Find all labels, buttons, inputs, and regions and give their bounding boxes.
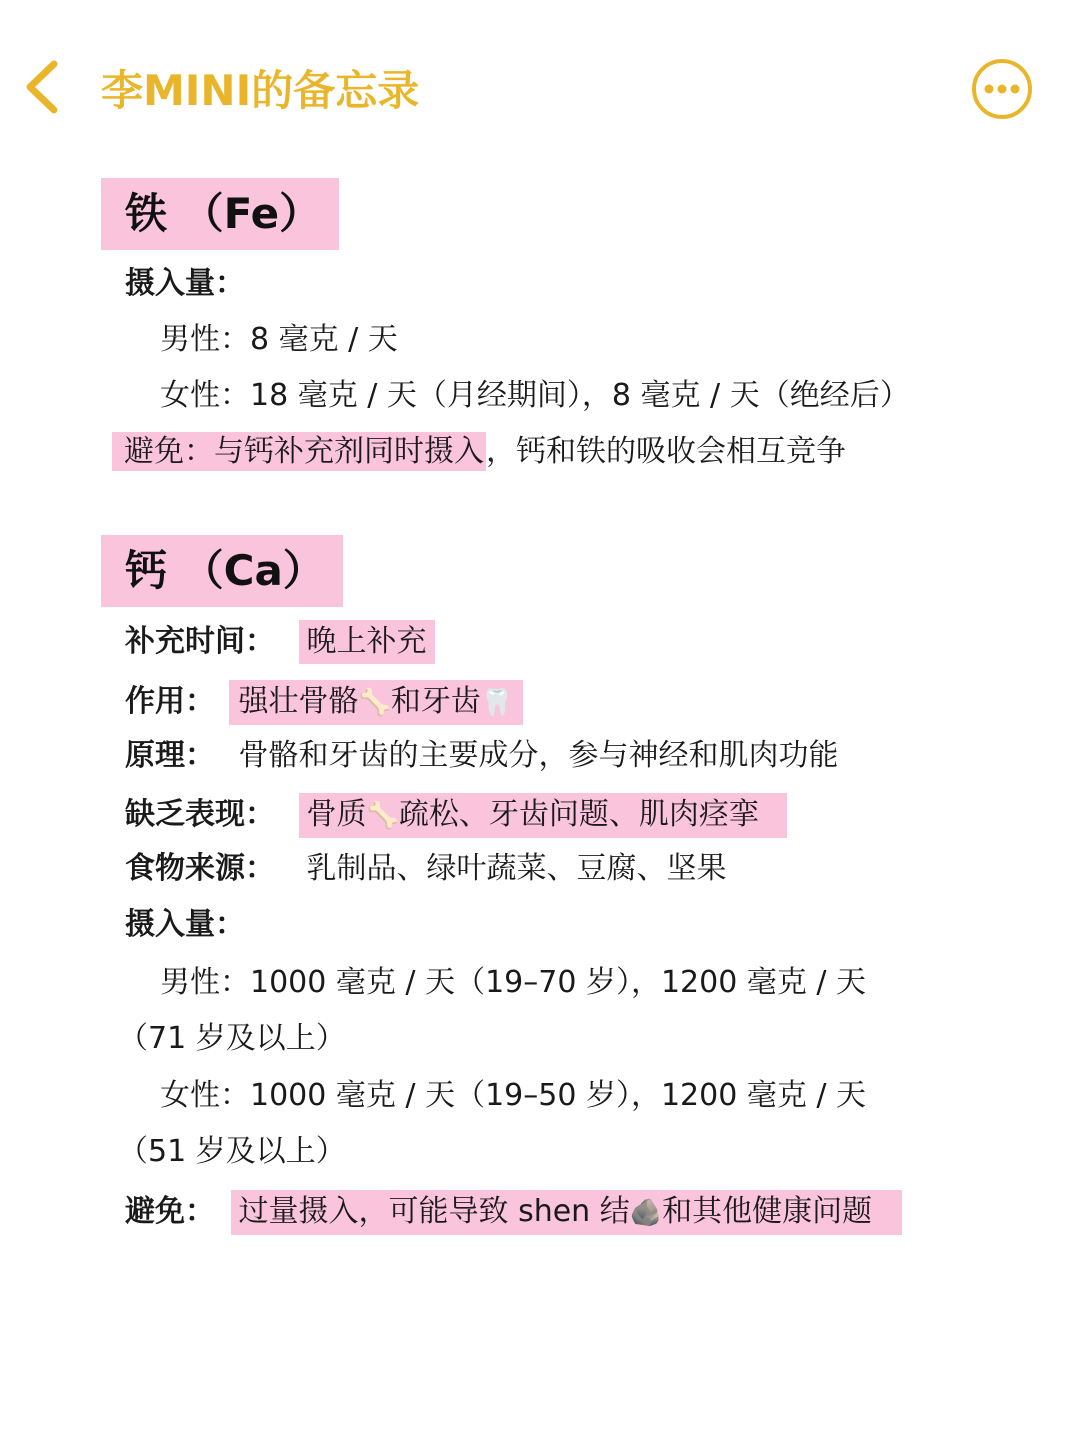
iron-intake-male: 男性：8 毫克 / 天	[160, 322, 398, 357]
calcium-food-label: 食物来源：	[125, 851, 275, 886]
calcium-intake-female-1: 女性：1000 毫克 / 天（19–50 岁），1200 毫克 / 天	[160, 1078, 867, 1113]
effect-text-a: 强壮骨骼	[238, 684, 359, 719]
tooth-icon: 🦷	[480, 688, 514, 718]
calcium-food-row	[125, 847, 727, 891]
calcium-deficiency-row	[125, 793, 787, 838]
iron-avoid-rest: ，钙和铁的吸收会相互竞争	[486, 434, 846, 469]
calcium-intake-label: 摄入量：	[125, 907, 245, 942]
page-title: 李MINI的备忘录	[101, 66, 420, 115]
calcium-principle-label: 原理：	[125, 738, 215, 773]
iron-avoid-row	[112, 430, 846, 474]
back-button[interactable]	[18, 52, 78, 122]
calcium-intake-male-1: 男性：1000 毫克 / 天（19–70 岁），1200 毫克 / 天	[160, 965, 867, 1000]
calcium-deficiency-label: 缺乏表现：	[125, 797, 275, 832]
effect-text-b: 和牙齿	[390, 684, 481, 719]
calcium-food-value: 乳制品、绿叶蔬菜、豆腐、坚果	[306, 851, 727, 886]
calcium-effect-row	[125, 680, 523, 725]
avoid-text-b: 和其他健康问题	[662, 1194, 873, 1229]
calcium-time-label: 补充时间：	[125, 624, 275, 659]
calcium-avoid-label: 避免：	[125, 1194, 215, 1229]
calcium-principle-row	[125, 734, 839, 778]
calcium-deficiency-value	[299, 793, 787, 838]
calcium-avoid-value	[231, 1190, 903, 1235]
deficiency-text-b: 疏松、牙齿问题、肌肉痉挛	[398, 797, 759, 832]
calcium-intake-male-2: （71 岁及以上）	[118, 1021, 346, 1056]
calcium-effect-value	[229, 680, 524, 725]
calcium-time-value: 晚上补充	[299, 620, 435, 664]
iron-intake-female: 女性：18 毫克 / 天（月经期间），8 毫克 / 天（绝经后）	[160, 378, 910, 413]
more-horizontal-icon	[969, 56, 1035, 122]
avoid-text-a: 过量摄入，可能导致 shen 结	[238, 1194, 630, 1229]
calcium-effect-label: 作用：	[125, 684, 215, 719]
calcium-principle-value: 骨骼和牙齿的主要成分，参与神经和肌肉功能	[238, 738, 839, 773]
chevron-left-icon	[18, 52, 78, 122]
iron-avoid-highlight: 避免：与钙补充剂同时摄入	[112, 432, 486, 471]
more-options-button[interactable]	[969, 56, 1035, 122]
section-title-calcium: 钙 （Ca）	[101, 535, 343, 607]
app-header	[0, 0, 1080, 175]
iron-intake-label: 摄入量：	[125, 266, 245, 301]
bone-icon: 🦴	[366, 801, 399, 831]
calcium-avoid-row	[125, 1190, 902, 1235]
calcium-intake-female-2: （51 岁及以上）	[118, 1134, 346, 1169]
section-title-iron: 铁 （Fe）	[101, 178, 339, 250]
calcium-time-row	[125, 620, 435, 664]
rock-icon: 🪨	[629, 1198, 663, 1228]
bone-icon: 🦴	[358, 688, 391, 718]
deficiency-text-a: 骨质	[306, 797, 367, 832]
